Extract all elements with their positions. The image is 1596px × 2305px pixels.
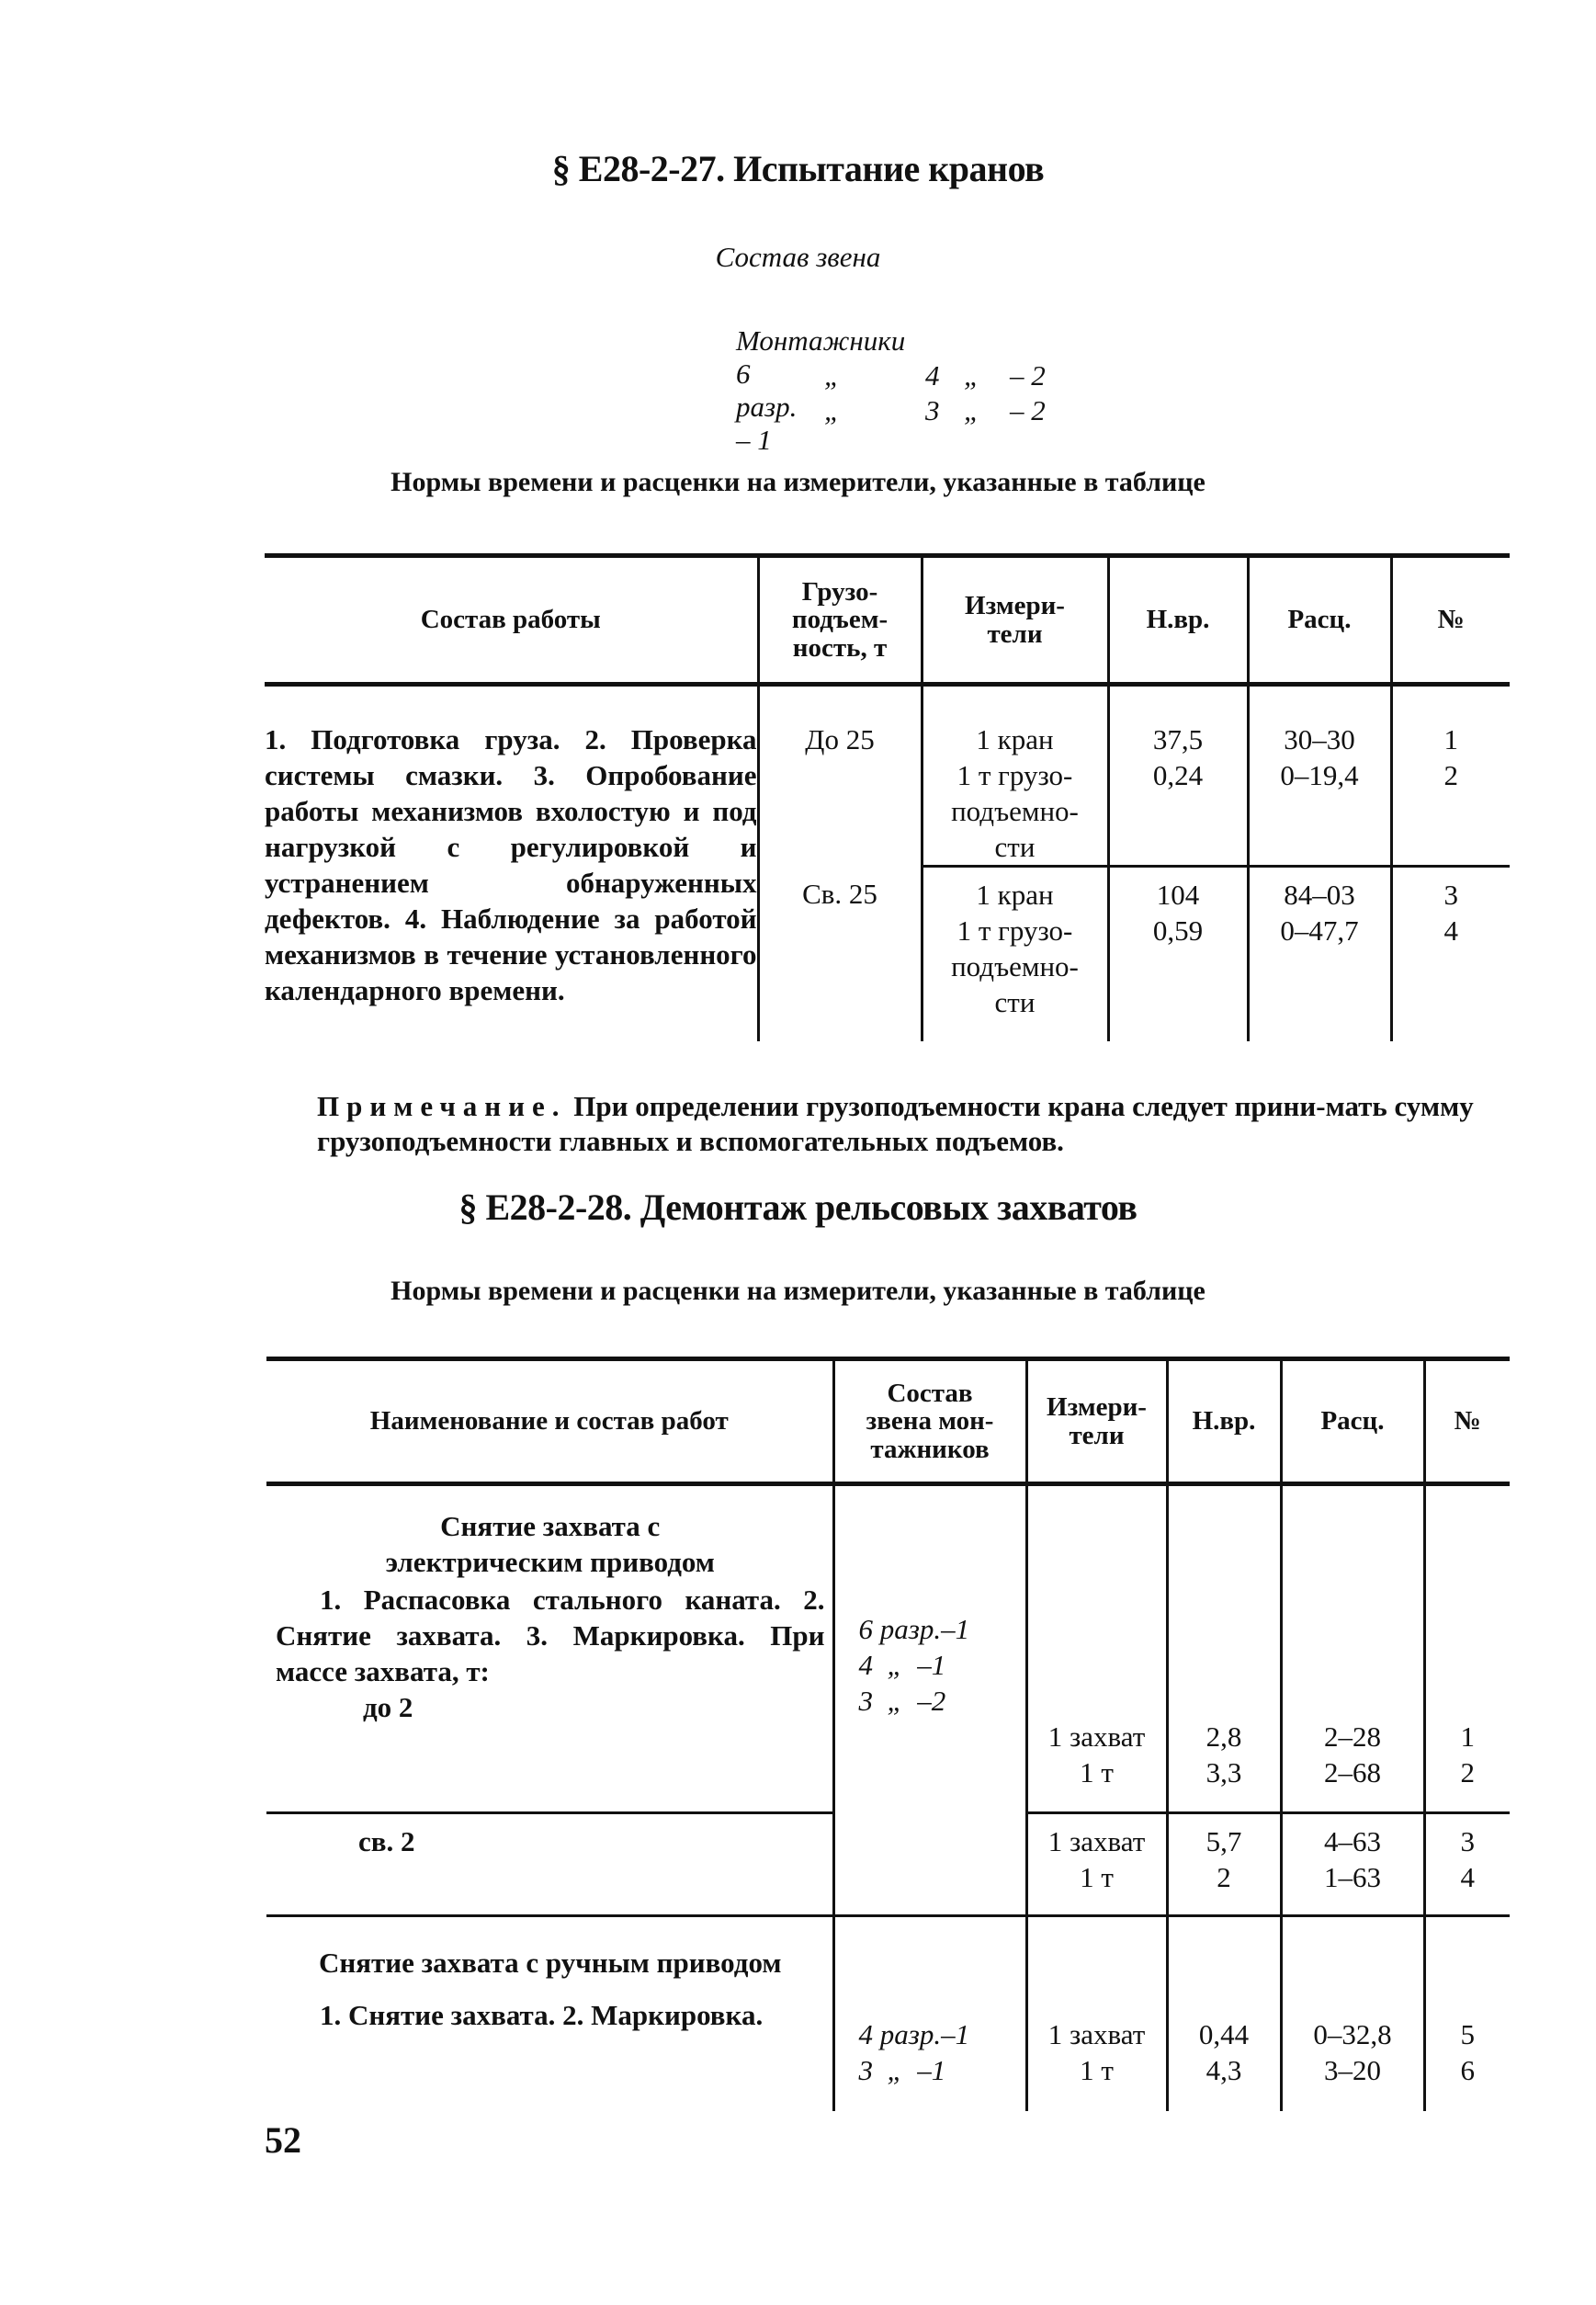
row-number: 2 [1443, 759, 1458, 791]
rate-value: 4–63 [1324, 1825, 1381, 1857]
table-row [266, 1484, 1510, 1813]
number-cell [1424, 1484, 1510, 1813]
mass-label-cell [266, 1813, 833, 1916]
meter-line: 1 захват [1047, 2018, 1146, 2050]
header-number: № [1391, 556, 1510, 685]
row-number: 5 [1460, 2018, 1475, 2050]
time-value: 0,44 [1198, 2018, 1250, 2050]
section1-title: § Е28-2-27. Испытание кранов [551, 148, 1045, 189]
rate-value: 84–03 [1284, 879, 1355, 911]
page-number: 52 [265, 2119, 301, 2161]
header-time: Н.вр. [1108, 556, 1248, 685]
crew-cell [833, 1484, 1026, 1916]
crew-count: – 2 [1010, 394, 1046, 426]
mass-label: св. 2 [358, 1825, 415, 1857]
number-cell [1391, 867, 1510, 1041]
time-value: 4,3 [1205, 2054, 1242, 2086]
header-capacity: Грузо-подъем-ность, т [758, 556, 922, 685]
meter-line: 1 захват [1047, 1720, 1146, 1753]
time-value: 37,5 [1152, 723, 1204, 755]
rate-value: 1–63 [1324, 1861, 1381, 1893]
crew-unit: „ [964, 394, 980, 426]
row-number: 3 [1443, 879, 1458, 911]
rate-value: 0–32,8 [1313, 2018, 1392, 2050]
capacity-cell: До 25 [758, 685, 922, 867]
rate-value: 0–19,4 [1280, 759, 1359, 791]
table-row [265, 685, 1510, 867]
meter-line: 1 т [1080, 1861, 1114, 1893]
work-cell [266, 1484, 833, 1813]
number-cell [1424, 1916, 1510, 2111]
crew-cell [833, 1916, 1026, 2111]
meters-cell [922, 867, 1108, 1041]
rate-value: 30–30 [1284, 723, 1355, 755]
work-description: 1. Подготовка груза. 2. Проверка системы смазки. 3. Опробование работы механизмов вхолостую и под нагрузкой с регулировкой и устранением обнаруженных дефектов. 4. Наблюдение за работой механизмов в течение установленного календарного времени. [265, 723, 757, 1006]
meter-line: 1 т грузо-подъемно-сти [951, 759, 1079, 863]
header-work: Состав работы [420, 605, 601, 635]
meter-line: 1 т [1080, 2054, 1114, 2086]
row-number: 3 [1460, 1825, 1475, 1857]
header-meters: Измери-тели [922, 556, 1108, 685]
meters-cell [922, 685, 1108, 867]
meter-line: 1 кран [976, 723, 1054, 755]
number-cell [1424, 1813, 1510, 1916]
number-cell [1391, 685, 1510, 867]
time-value: 0,59 [1152, 914, 1204, 947]
crew-grade: 4 [925, 359, 940, 392]
crew-row [796, 361, 1046, 460]
work-cell [266, 1916, 833, 2111]
work-description: 1. Снятие захвата. 2. Маркировка. [320, 1999, 764, 2031]
time-cell [1167, 1484, 1281, 1813]
crew-line: 4 разр.–1 [858, 2018, 970, 2050]
table-note [317, 1089, 1502, 1159]
section1-norms-heading: Нормы времени и расценки на измерители, указанные в таблице [391, 467, 1205, 497]
rate-cell [1281, 1484, 1424, 1813]
row-number: 1 [1443, 723, 1458, 755]
time-value: 0,24 [1152, 759, 1204, 791]
note-label: Примечание. [317, 1090, 567, 1122]
row-number: 2 [1460, 1756, 1475, 1788]
cranes-test-table [265, 553, 1510, 1041]
rate-value: 2–68 [1324, 1756, 1381, 1788]
row-number: 4 [1443, 914, 1458, 947]
table-header-row [266, 1359, 1510, 1484]
row-number: 6 [1460, 2054, 1475, 2086]
mass-label: до 2 [363, 1691, 413, 1723]
meter-line: 1 захват [1047, 1825, 1146, 1857]
header-work: Наименование и состав работ [369, 1406, 729, 1436]
rate-value: 2–28 [1324, 1720, 1381, 1753]
time-value: 3,3 [1205, 1756, 1242, 1788]
table-header-row [265, 556, 1510, 685]
capacity-cell: Св. 25 [758, 867, 922, 1041]
crew-grade: 3 [925, 394, 940, 426]
time-cell [1108, 867, 1248, 1041]
block-title: Снятие захвата с электрическим приводом [385, 1510, 715, 1578]
meters-cell [1026, 1916, 1167, 2111]
meter-line: 1 т грузо-подъемно-сти [951, 914, 1079, 1018]
section2-norms-heading: Нормы времени и расценки на измерители, указанные в таблице [391, 1276, 1205, 1306]
header-meters: Измери-тели [1026, 1359, 1167, 1484]
section2-title: § Е28-2-28. Демонтаж рельсовых захватов [458, 1187, 1138, 1228]
work-description: 1. Распасовка стального каната. 2. Снятие захвата. 3. Маркировка. При массе захвата, т: [276, 1584, 825, 1687]
row-number: 4 [1460, 1861, 1475, 1893]
row-number: 1 [1460, 1720, 1475, 1753]
meters-cell [1026, 1484, 1167, 1813]
crew-count: – 1 [736, 424, 772, 456]
crew-heading: Состав звена [715, 241, 881, 273]
crew-name: „ [824, 394, 841, 426]
time-value: 2,8 [1205, 1720, 1242, 1753]
rate-value: 3–20 [1324, 2054, 1381, 2086]
header-rate: Расц. [1281, 1359, 1424, 1484]
block-title: Снятие захвата с ручным приводом [319, 1947, 782, 1979]
rate-value: 0–47,7 [1280, 914, 1359, 947]
crew-name: Монтажники [736, 324, 906, 357]
time-value: 5,7 [1205, 1825, 1242, 1857]
rate-cell [1281, 1916, 1424, 2111]
meters-cell [1026, 1813, 1167, 1916]
note-text: При определении грузоподъемности крана следует прини-мать сумму грузоподъемности главных и вспомогательных подъемов. [317, 1090, 1474, 1157]
header-crew: Состав звена мон-тажников [833, 1359, 1026, 1484]
meter-line: 1 т [1080, 1756, 1114, 1788]
crew-name: „ [824, 359, 841, 392]
time-value: 2 [1217, 1861, 1231, 1893]
crew-line: 3 „ –2 [858, 1685, 946, 1717]
crew-unit: разр. [736, 391, 798, 423]
rail-grips-table [266, 1357, 1510, 2111]
crew-line: 6 разр.–1 [858, 1613, 970, 1645]
crew-line: 4 „ –1 [858, 1649, 946, 1681]
rate-cell [1248, 867, 1391, 1041]
crew-line: 3 „ –1 [858, 2054, 946, 2086]
time-value: 104 [1156, 879, 1200, 911]
crew-grade: 6 [736, 358, 751, 390]
crew-count: – 2 [1010, 359, 1046, 392]
header-number: № [1424, 1359, 1510, 1484]
header-rate: Расц. [1248, 556, 1391, 685]
meter-line: 1 кран [976, 879, 1054, 911]
time-cell [1167, 1813, 1281, 1916]
crew-unit: „ [964, 359, 980, 392]
header-time: Н.вр. [1167, 1359, 1281, 1484]
time-cell [1167, 1916, 1281, 2111]
table-row [266, 1916, 1510, 2111]
rate-cell [1248, 685, 1391, 867]
rate-cell [1281, 1813, 1424, 1916]
time-cell [1108, 685, 1248, 867]
